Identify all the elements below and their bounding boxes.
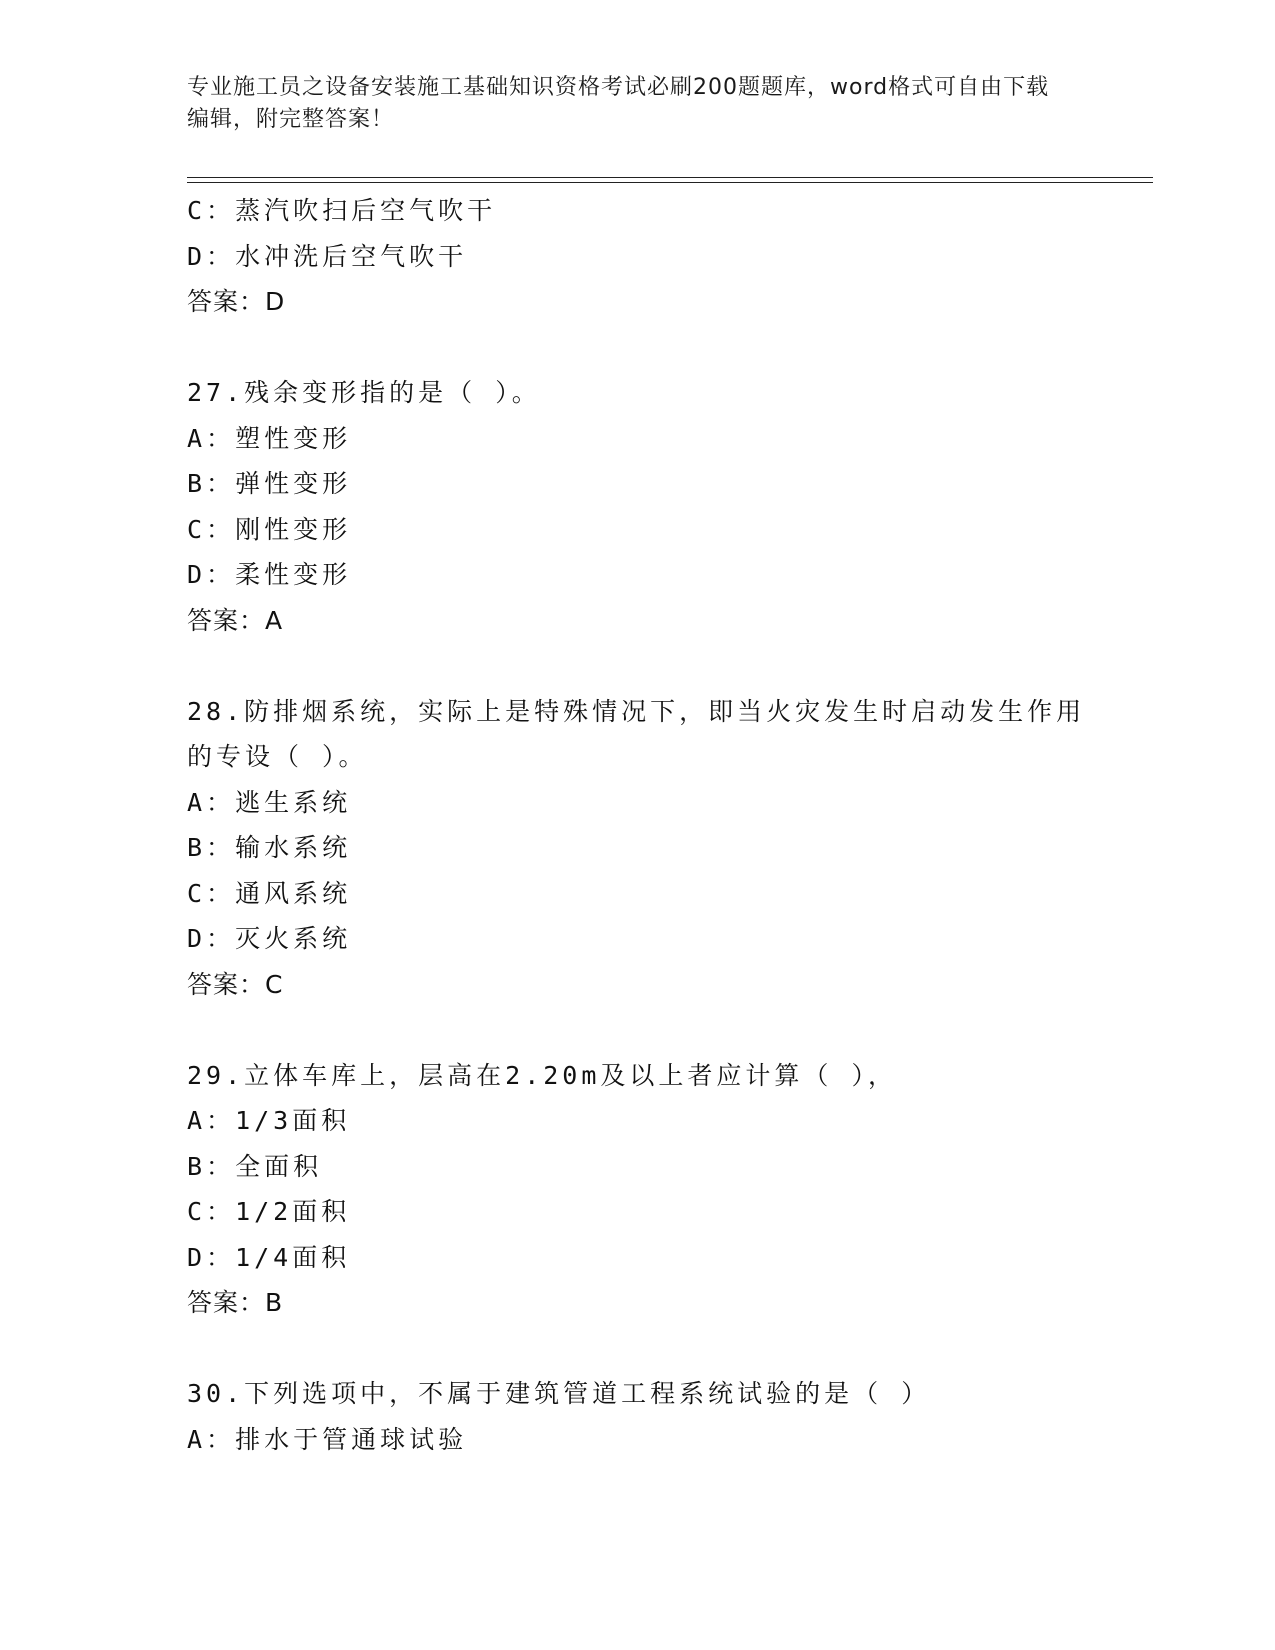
option-d (187, 552, 1087, 598)
option-a (187, 1098, 1087, 1144)
option-text: 柔性变形 (235, 560, 352, 589)
option-text: 刚性变形 (235, 514, 352, 544)
option-label: D： (187, 560, 236, 589)
option-a (187, 780, 1087, 826)
option-label: A： (187, 1424, 236, 1454)
spacer (187, 325, 1087, 371)
option-c (187, 507, 1087, 553)
option-c (187, 871, 1087, 917)
option-label: C： (187, 514, 236, 544)
option-b (187, 1144, 1087, 1190)
option-a (187, 1417, 1087, 1463)
option-label: A： (187, 1106, 236, 1135)
answer-line: 答案：C (187, 969, 284, 999)
spacer (187, 1007, 1087, 1053)
question-30 (187, 1371, 1087, 1462)
option-a (187, 416, 1087, 462)
question-stem: 27.残余变形指的是（ ）。 (187, 378, 541, 407)
option-label: A： (187, 787, 236, 817)
option-text: 排水于管通球试验 (235, 1424, 468, 1454)
option-b (187, 825, 1087, 871)
option-text: 灭火系统 (235, 924, 352, 953)
option-text: 水冲洗后空气吹干 (235, 241, 468, 271)
header-rule-top (187, 177, 1153, 178)
spacer (187, 643, 1087, 689)
prev-question-block (187, 188, 1087, 325)
question-stem: 29.立体车库上，层高在2.20m及以上者应计算（ ）， (187, 1060, 897, 1090)
option-c (187, 188, 1087, 234)
option-c (187, 1189, 1087, 1235)
question-content (187, 188, 1087, 1462)
option-d (187, 916, 1087, 962)
option-text: 1/2面积 (235, 1197, 351, 1226)
option-text: 输水系统 (235, 833, 352, 862)
option-label: D： (187, 1242, 236, 1272)
answer-line: 答案：B (187, 1288, 284, 1317)
option-text: 全面积 (235, 1151, 323, 1181)
option-text: 1/4面积 (235, 1242, 351, 1272)
option-text: 蒸汽吹扫后空气吹干 (235, 196, 497, 225)
option-b (187, 461, 1087, 507)
option-label: D： (187, 241, 236, 271)
answer-line: 答案：D (187, 287, 286, 316)
answer-line: 答案：A (187, 605, 284, 635)
option-label: A： (187, 423, 236, 453)
option-text: 逃生系统 (235, 787, 352, 817)
option-d (187, 1235, 1087, 1281)
option-text: 弹性变形 (235, 469, 352, 498)
spacer (187, 1326, 1087, 1372)
option-label: B： (187, 1151, 236, 1181)
option-label: C： (187, 196, 236, 225)
option-label: D： (187, 924, 236, 953)
question-29 (187, 1053, 1087, 1326)
question-27 (187, 370, 1087, 643)
question-28 (187, 689, 1087, 1008)
option-text: 1/3面积 (235, 1106, 351, 1135)
option-label: B： (187, 469, 236, 498)
question-stem: 30.下列选项中，不属于建筑管道工程系统试验的是（ ） (187, 1379, 931, 1408)
option-text: 通风系统 (235, 878, 352, 908)
option-label: C： (187, 1197, 236, 1226)
document-header: 专业施工员之设备安装施工基础知识资格考试必刷200题题库，word格式可自由下载编辑，附完整答案！ (187, 75, 1050, 132)
option-text: 塑性变形 (235, 423, 352, 453)
option-label: B： (187, 833, 236, 862)
question-stem: 28.防排烟系统，实际上是特殊情况下，即当火灾发生时启动发生作用的专设（ ）。 (187, 696, 1086, 771)
header-rule-bottom (187, 182, 1153, 183)
option-label: C： (187, 878, 236, 908)
option-d (187, 234, 1087, 280)
